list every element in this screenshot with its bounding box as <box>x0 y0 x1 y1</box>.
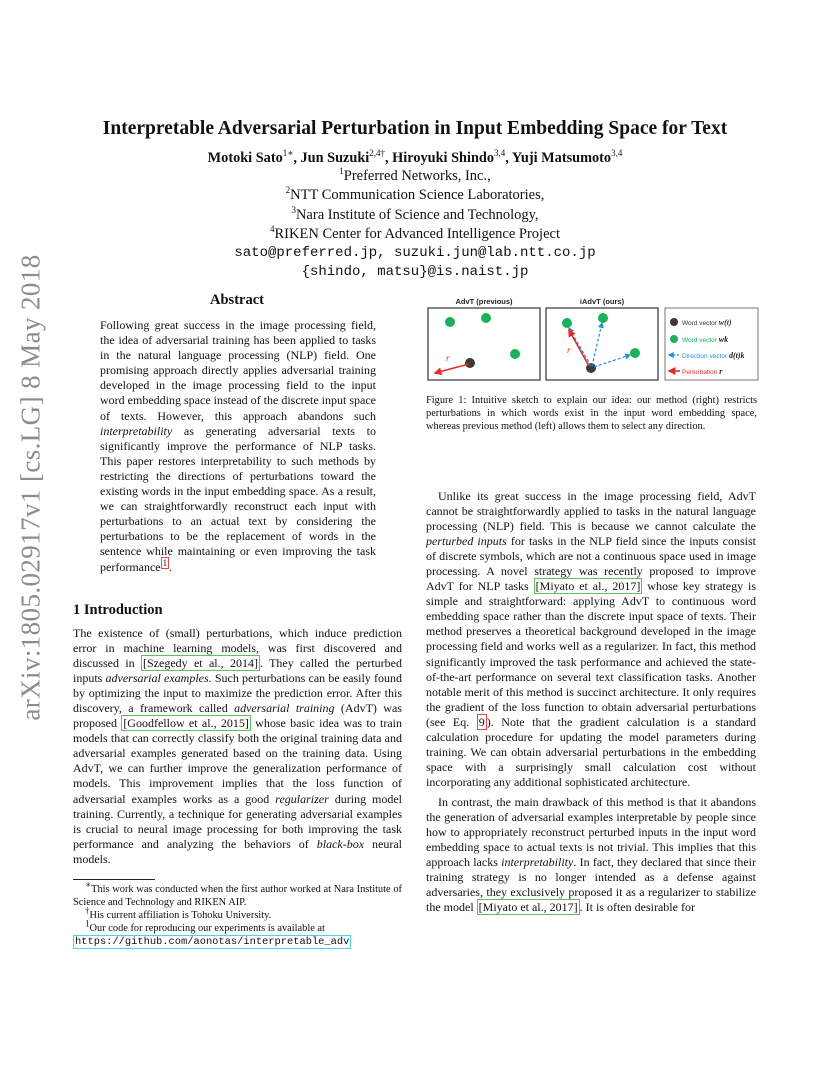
legend-label: Direction vector <box>682 353 729 360</box>
perturbation-label: r <box>446 353 450 363</box>
affiliation-text: RIKEN Center for Advanced Intelligence Project <box>274 225 560 242</box>
author-marker: 2,4† <box>369 148 386 159</box>
footnote-text: Our code for reproducing our experiments is available at <box>89 923 325 934</box>
affiliation-marker: 3 <box>291 204 296 215</box>
affiliation-text: NTT Communication Science Laboratories, <box>290 187 545 204</box>
author-marker: 3,4 <box>611 148 623 159</box>
legend-math: wk <box>718 335 729 344</box>
legend-item-word-vector <box>682 335 728 344</box>
emphasis: interpretability <box>501 855 574 870</box>
affiliation-marker: 2 <box>285 185 291 196</box>
intro-emphasis: adversarial training <box>234 701 335 716</box>
abstract-run: . <box>169 559 173 574</box>
figure-1-diagram <box>426 296 759 382</box>
intro-emphasis: black-box <box>316 836 365 851</box>
intro-run: during model training. Currently, a technique for generating adversarial examples is crucial to neural image processing for both improving the task performance and analyzing the behaviors of <box>73 791 402 851</box>
author-name: Motoki Sato <box>207 150 283 166</box>
emphasis: perturbed inputs <box>426 534 507 549</box>
legend-word-vector-icon <box>670 335 678 343</box>
arxiv-identifier <box>14 254 48 721</box>
paragraph <box>426 795 756 915</box>
perturbation-label: r <box>567 345 571 355</box>
legend-label: Word vector <box>682 320 719 327</box>
word-vector-dot <box>598 313 608 323</box>
email-line: sato@preferred.jp, suzuki.jun@lab.ntt.co.jp <box>234 245 596 262</box>
footnote <box>73 879 402 909</box>
author-list <box>70 150 760 167</box>
email-line: {shindo, matsu}@is.naist.jp <box>301 264 529 281</box>
abstract-emphasis: interpretability <box>100 423 173 438</box>
intro-emphasis: regularizer <box>275 791 329 806</box>
legend-label: Perturbation <box>682 369 720 376</box>
intro-run: . They called the perturbed inputs <box>73 656 402 686</box>
legend-math: w(t) <box>718 318 732 327</box>
figure-1-caption: Figure 1: Intuitive sketch to explain our idea: our method (right) restricts perturbations in which words exist in the input word embedding space, whereas previous method (left) allows them to select any direction. <box>426 395 757 432</box>
introduction-text <box>73 626 402 867</box>
word-vector-dot <box>445 317 455 327</box>
abstract-text <box>100 318 376 575</box>
footnote-link[interactable]: 1 <box>162 557 168 568</box>
footnote-marker: † <box>85 905 90 916</box>
author-name: Yuji Matsumoto <box>511 150 612 166</box>
text-run: for tasks in the NLP field since the inputs consist of discrete symbols, which are not a continuous space used in image processing. A novel strategy was recently proposed to improve AdvT for NLP tasks <box>426 534 756 594</box>
panel-left-title: AdvT (previous) <box>455 297 513 306</box>
citation-link[interactable]: [Szegedy et al., 2014] <box>143 656 258 671</box>
footnote <box>73 905 402 922</box>
legend-item-perturbation <box>682 367 723 376</box>
intro-run: neural models. <box>73 836 402 866</box>
author-separator: , <box>293 150 301 166</box>
footnote-marker: ∗ <box>85 879 92 890</box>
intro-run: whose basic idea was to train models that can correctly classify both the original training data and adversarial examples generated based on the training data. Using AdvT, we can further improve the generalization performance of models. This improvement implies that the loss function of adversarial examples works as a good <box>73 716 403 806</box>
abstract-heading: Abstract <box>210 292 264 308</box>
affiliation-text: Preferred Networks, Inc., <box>343 168 491 184</box>
intro-emphasis: adversarial examples <box>105 671 209 686</box>
affiliation-block <box>70 167 760 283</box>
paper-title: Interpretable Adversarial Perturbation in Input Embedding Space for Text <box>102 118 728 139</box>
text-run: . In fact, they declared that since their training strategy is no longer intended as a defense against adversaries, they exclusively proposed it as a regularizer to stabilize the model <box>426 855 756 915</box>
author-separator: , <box>505 150 512 166</box>
word-vector-dot <box>562 318 572 328</box>
text-run: . It is often desirable for <box>579 900 695 915</box>
footnote <box>73 918 402 935</box>
word-vector-dot <box>630 348 640 358</box>
legend-math: r <box>719 367 723 376</box>
abstract-run: as generating adversarial texts to significantly improve the performance of NLP tasks. This paper restores interpretability to such methods by restricting the directions of perturbations toward the existing words in the input embedding space. As a result, we can straightforwardly reconstruct each input with perturbations to an actual text by considering the perturbations to be the replacement of words in the sentence while maintaining or even improving the task performance <box>100 423 376 574</box>
citation-link[interactable]: [Miyato et al., 2017] <box>535 579 641 594</box>
text-run: Unlike its great success in the image processing field, AdvT cannot be straightforwardly applied to tasks in the natural language processing (NLP) field. This is because we cannot calculate the <box>426 489 756 534</box>
intro-run: (AdvT) was proposed <box>73 701 402 731</box>
section-heading-introduction: 1 Introduction <box>73 602 163 618</box>
affiliation-line <box>70 186 760 205</box>
input-word-dot <box>465 358 475 368</box>
equation-link[interactable]: 9 <box>478 714 485 729</box>
author-name: Hiroyuki Shindo <box>392 150 495 166</box>
legend-item-direction-vector <box>682 351 745 360</box>
footnote-text: This work was conducted when the first author worked at Nara Institute of Science and Technology and RIKEN AIP. <box>73 884 402 908</box>
legend-item-input-word <box>682 318 732 327</box>
footnotes <box>73 879 402 949</box>
intro-run: . Such perturbations can be easily found by optimizing the input to maximize the prediction error. After this discovery, a framework called <box>73 671 402 716</box>
right-column-text <box>426 489 756 915</box>
citation-link[interactable]: [Miyato et al., 2017] <box>478 900 578 915</box>
legend-math: d(t)k <box>728 351 745 360</box>
legend-input-word-icon <box>670 318 678 326</box>
author-marker: 1∗ <box>282 148 294 159</box>
word-vector-dot <box>481 313 491 323</box>
text-run: ). Note that the gradient calculation is a standard calculation procedure for updating the model parameters during training. We can obtain adversarial perturbations in the embedding space with a surprisingly small calculation cost without incorporating any additional sophisticated architecture. <box>426 714 756 789</box>
author-name: Jun Suzuki <box>300 150 370 166</box>
affiliation-line <box>70 167 760 186</box>
author-separator: , <box>385 150 393 166</box>
citation-link[interactable]: [Goodfellow et al., 2015] <box>123 716 249 731</box>
affiliation-line <box>70 206 760 225</box>
affiliation-line <box>70 225 760 244</box>
paragraph <box>426 489 756 790</box>
footnote-marker: 1 <box>85 918 90 929</box>
footnote-text: His current affiliation is Tohoku University. <box>89 910 272 921</box>
affiliation-marker: 1 <box>339 166 344 177</box>
affiliation-text: Nara Institute of Science and Technology, <box>295 206 539 223</box>
text-run: whose key strategy is simple and straightforward: applying AdvT to continuous word embedding space rather than the discrete input space of texts. Their method preserves a theoretical background developed in the image processing field and works well as a regularizer. In fact, this method significantly improved the task performance and achieved the state-of-the-art performance on several text classification tasks. Another notable merit of this method is succinct architecture. It only requires the gradient of the loss function to obtain adversarial perturbations (see Eq. <box>426 579 757 729</box>
code-repository-link[interactable]: https://github.com/aonotas/interpretable_adv <box>75 936 350 948</box>
author-marker: 3,4 <box>494 148 506 159</box>
footnote-url-line <box>73 935 402 949</box>
arxiv-id-text: arXiv:1805.02917v1 [cs.LG] 8 May 2018 <box>15 254 46 721</box>
affiliation-marker: 4 <box>270 224 275 235</box>
panel-right-title: iAdvT (ours) <box>579 297 625 306</box>
abstract-run: Following great success in the image processing field, the idea of adversarial training has been applied to tasks in the natural language processing (NLP) field. One promising approach directly applies adversarial training developed in the image processing field to the input word embedding space instead of the discrete input space of texts. However, this approach abandons such <box>100 318 376 423</box>
intro-run: The existence of (small) perturbations, which induce prediction error in machine learning models, was first discovered and discussed in <box>73 626 402 671</box>
text-run: In contrast, the main drawback of this method is that it abandons the generation of adversarial examples interpretable by people since how to appropriately reconstruct perturbed inputs in the input word embedding space to actual texts is not trivial. This implies that this approach lacks <box>426 794 756 870</box>
legend-label: Word vector <box>682 337 719 344</box>
word-vector-dot <box>510 349 520 359</box>
